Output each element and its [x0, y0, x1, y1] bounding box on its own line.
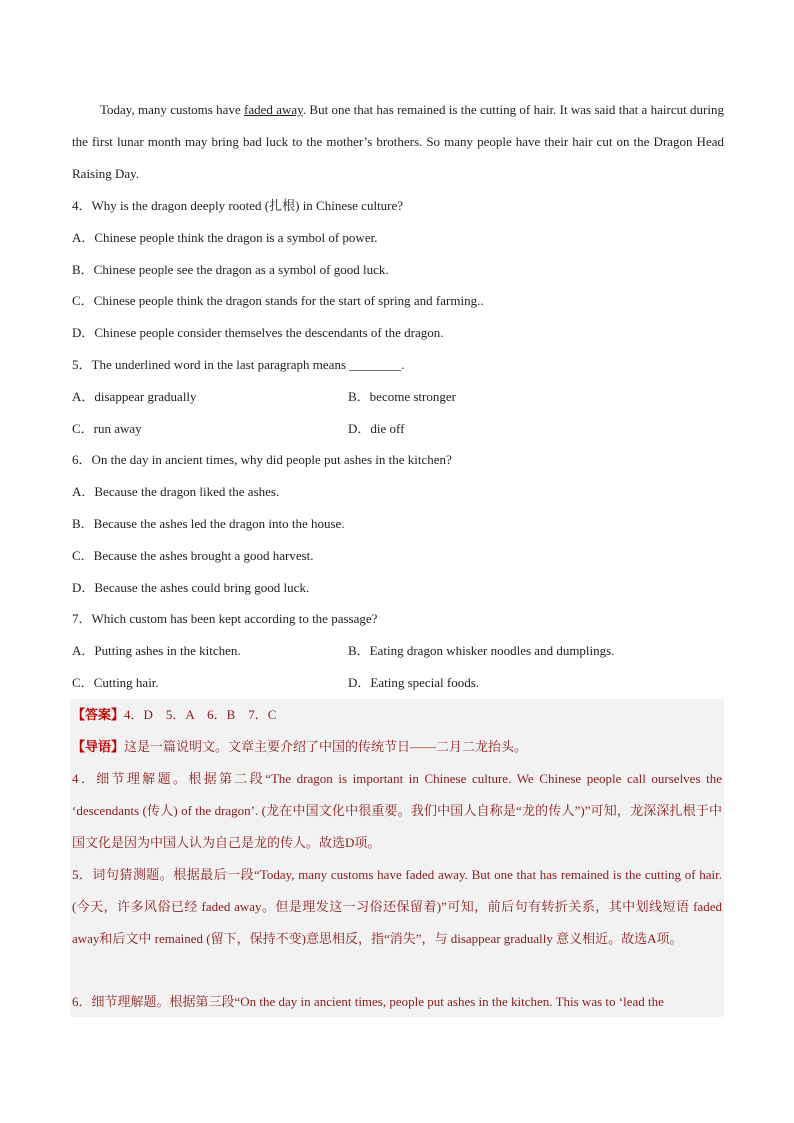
explanation-5: 5．词句猜测题。根据最后一段“Today, many customs have faded away. But one that has remained is the cutting of hair. (今天，许多风俗已经 faded away。但是理发这一习俗还保留着)”可知，前后句有转折关系，其中划线短语 faded away和后文中 remained (留下，保持不变)意思相反，指“消失”，与 disappear gradually 意义相近。故选A项。 [72, 867, 722, 946]
question-4-option-d: D．Chinese people consider themselves the descendants of the dragon. [72, 325, 444, 340]
question-6-option-b: B．Because the ashes led the dragon into the house. [72, 516, 345, 531]
question-4-option-c: C．Chinese people think the dragon stands for the start of spring and farming.. [72, 293, 484, 308]
question-6-option-d: D．Because the ashes could bring good luck. [72, 580, 310, 595]
question-5-option-b: B．become stronger [348, 389, 456, 404]
underlined-phrase: faded away [244, 102, 303, 117]
question-6-option-c: C．Because the ashes brought a good harvest. [72, 548, 314, 563]
question-6-option-a: A．Because the dragon liked the ashes. [72, 484, 280, 499]
question-4-option-a: A．Chinese people think the dragon is a symbol of power. [72, 230, 378, 245]
question-5-option-d: D．die off [348, 421, 405, 436]
answer-key: 4．D 5．A 6．B 7．C [124, 707, 277, 722]
question-4-option-b: B．Chinese people see the dragon as a symbol of good luck. [72, 262, 389, 277]
guide-tag: 【导语】 [72, 739, 125, 754]
guide-text: 这是一篇说明文。文章主要介绍了中国的传统节日——二月二龙抬头。 [124, 739, 528, 754]
question-7-option-b: B．Eating dragon whisker noodles and dumplings. [348, 643, 615, 658]
question-5-stem: 5．The underlined word in the last paragraph means ________. [72, 357, 405, 372]
explanation-6: 6．细节理解题。根据第三段“On the day in ancient times, people put ashes in the kitchen. This was to ‘lead the [72, 994, 664, 1009]
answer-tag: 【答案】 [72, 707, 125, 722]
question-4-stem: 4．Why is the dragon deeply rooted (扎根) in Chinese culture? [72, 198, 404, 213]
passage-paragraph [72, 94, 724, 190]
question-5-option-c: C．run away [72, 421, 142, 436]
passage-text-pre: Today, many customs have [100, 102, 245, 117]
question-7-option-a: A．Putting ashes in the kitchen. [72, 643, 241, 658]
question-6-stem: 6．On the day in ancient times, why did people put ashes in the kitchen? [72, 452, 452, 467]
guide-line [72, 731, 722, 763]
question-7-option-d: D．Eating special foods. [348, 675, 480, 690]
question-5-row-1 [72, 388, 197, 406]
question-5-option-a: A．disappear gradually [72, 389, 197, 404]
question-7-stem: 7．Which custom has been kept according to the passage? [72, 611, 378, 626]
answer-line [72, 699, 722, 731]
passage-text-post: . But one that has remained is the cutting of hair. It was said that a haircut during the first lunar month may bring bad luck to the mother’s brothers. So many people have their hair cut on the Dragon Head Raising Day. [72, 102, 724, 181]
explanation-4: 4．细节理解题。根据第二段“The dragon is important in Chinese culture. We Chinese people call ourselves the ‘descendants (传人) of the dragon’. (龙在中国文化中很重要。我们中国人自称是“龙的传人”)”可知，龙深深扎根于中国文化是因为中国人认为自己是龙的传人。故选D项。 [72, 771, 722, 850]
question-7-option-c: C．Cutting hair. [72, 675, 159, 690]
